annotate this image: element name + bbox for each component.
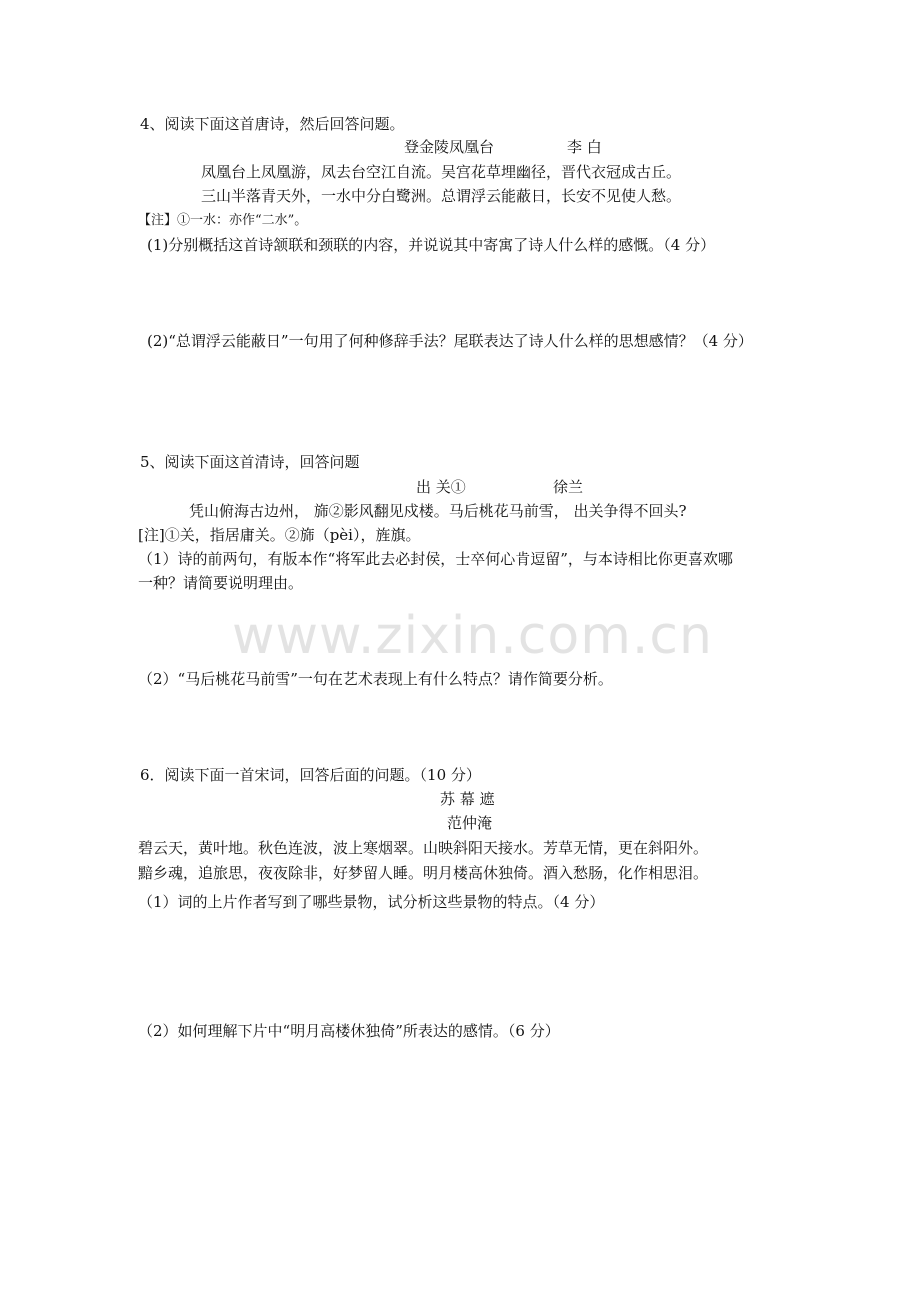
q5-sub-question-2: （2）“马后桃花马前雪”一句在艺术表现上有什么特点？请作简要分析。: [138, 670, 613, 688]
q4-sub-question-1: (1)分别概括这首诗颔联和颈联的内容，并说说其中寄寓了诗人什么样的感慨。（4 分）: [147, 236, 716, 254]
q5-prompt: 5、阅读下面这首清诗，回答问题: [140, 453, 360, 471]
q4-poem-line-2: 三山半落青天外，一水中分白鹭洲。总谓浮云能蔽日，长安不见使人愁。: [201, 187, 682, 205]
q5-sub-question-1: （1）诗的前两句，有版本作“将军此去必封侯，士卒何心肯逗留”，与本诗相比你更喜欢哪: [138, 550, 733, 568]
q6-poem-author: 范仲淹: [447, 814, 493, 832]
q6-sub-question-1: （1）词的上片作者写到了哪些景物，试分析这些景物的特点。（4 分）: [138, 893, 605, 911]
q5-poem-title: 出 关①: [416, 478, 466, 496]
q4-poem-author: 李 白: [567, 138, 602, 156]
q4-sub-question-2: (2)“总谓浮云能蔽日”一句用了何种修辞手法？尾联表达了诗人什么样的思想感情？（4 分）: [147, 332, 753, 350]
q4-poem-title: 登金陵凤凰台: [404, 138, 495, 156]
q6-sub-question-2: （2）如何理解下片中“明月高楼休独倚”所表达的感情。（6 分）: [138, 1022, 560, 1040]
q6-prompt: 6．阅读下面一首宋词，回答后面的问题。（10 分）: [140, 766, 481, 784]
q5-poem-line-1: 凭山俯海古边州， 旆②影风翻见戍楼。马后桃花马前雪， 出关争得不回头?: [189, 502, 687, 520]
q5-sub-question-1-cont: 一种？请简要说明理由。: [138, 574, 304, 592]
q4-prompt: 4、阅读下面这首唐诗，然后回答问题。: [140, 115, 405, 133]
q5-poem-author: 徐兰: [553, 478, 584, 496]
q4-poem-line-1: 凤凰台上凤凰游，凤去台空江自流。吴宫花草埋幽径，晋代衣冠成古丘。: [201, 163, 682, 181]
q6-poem-line-1: 碧云天，黄叶地。秋色连波，波上寒烟翠。山映斜阳天接水。芳草无情，更在斜阳外。: [138, 839, 709, 857]
q6-poem-line-2: 黯乡魂，追旅思，夜夜除非，好梦留人睡。明月楼高休独倚。酒入愁肠，化作相思泪。: [138, 864, 709, 882]
q4-note: 【注】①一水：亦作“二水”。: [138, 213, 308, 228]
q5-note: [注]①关，指居庸关。②旆（pèi），旌旗。: [138, 526, 421, 544]
q6-poem-title: 苏 幕 遮: [440, 790, 495, 808]
watermark: www.zixin.com.cn: [232, 606, 713, 666]
